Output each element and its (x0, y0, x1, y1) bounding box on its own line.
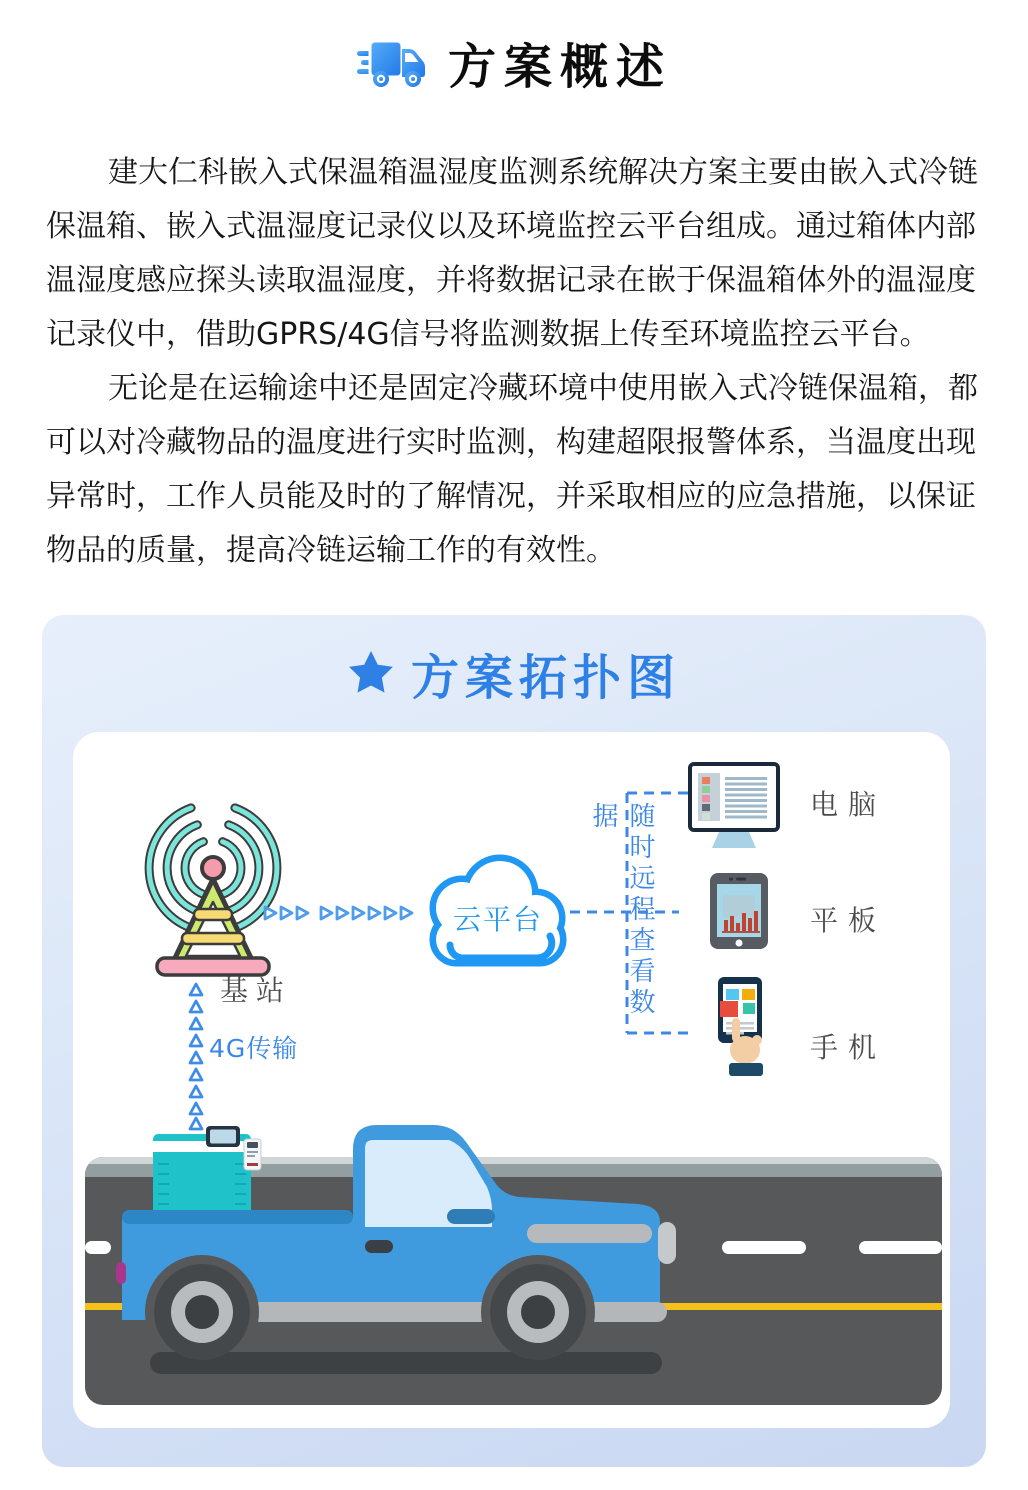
topology-section (42, 615, 986, 1467)
computer-icon (690, 764, 778, 848)
label-tablet: 平板 (810, 904, 887, 937)
rear-wheel (154, 1264, 250, 1360)
page-title: 方案概述 (447, 38, 672, 95)
overview-line: 建大仁科嵌入式保温箱温湿度监测系统解决方案主要由嵌入式冷链 (108, 155, 978, 190)
topology-panel (73, 732, 950, 1428)
label-cloud-platform: 云平台 (452, 903, 543, 936)
delivery-truck-icon (356, 34, 430, 90)
cooler-box-icon (153, 1126, 261, 1220)
phone-icon (718, 977, 763, 1076)
overview-line: 保温箱、嵌入式温湿度记录仪以及环境监控云平台组成。通过箱体内部 (46, 209, 976, 244)
topology-diagram (73, 732, 950, 1428)
star-icon (347, 650, 395, 696)
base-station-icon (149, 808, 277, 975)
overview-line: 物品的质量，提高冷链运输工作的有效性。 (46, 533, 616, 568)
label-base-station: 基站 (219, 974, 292, 1007)
label-phone: 手机 (810, 1031, 887, 1064)
topology-header (42, 641, 986, 705)
overview-line: 可以对冷藏物品的温度进行实时监测，构建超限报警体系，当温度出现 (46, 425, 976, 460)
signal-arrows-horizontal (265, 907, 412, 919)
topology-title: 方案拓扑图 (410, 649, 681, 706)
overview-line: 无论是在运输途中还是固定冷藏环境中使用嵌入式冷链保温箱，都 (108, 371, 978, 406)
label-computer: 电脑 (810, 788, 887, 821)
tablet-icon (710, 873, 768, 949)
overview-text (46, 146, 986, 578)
overview-line: 异常时，工作人员能及时的了解情况，并采取相应的应急措施，以保证 (46, 479, 976, 514)
label-remote-view: 随时远程查看数据 (588, 802, 655, 1019)
overview-line: 记录仪中，借助GPRS/4G信号将监测数据上传至环境监控云平台。 (46, 317, 930, 352)
front-wheel (490, 1264, 586, 1360)
overview-line: 温湿度感应探头读取温湿度，并将数据记录在嵌于保温箱体外的温湿度 (46, 263, 976, 298)
label-4g-transmission: 4G传输 (209, 1034, 299, 1063)
page-title-row (0, 30, 1028, 94)
